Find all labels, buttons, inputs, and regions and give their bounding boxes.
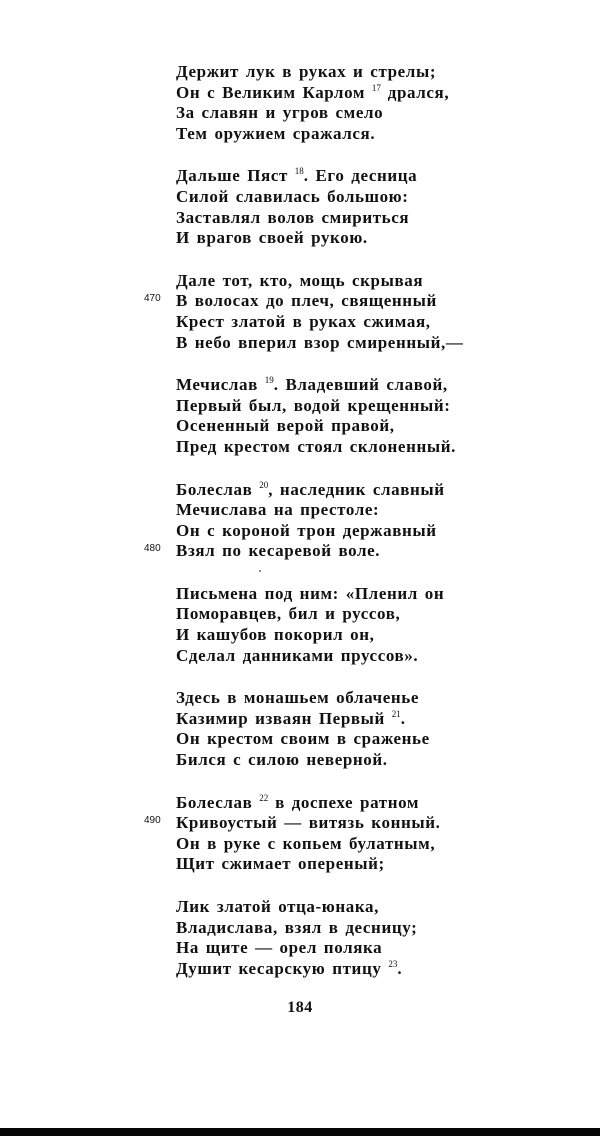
verse-line: Первый был, водой крещенный: xyxy=(176,395,451,415)
verse-line: Бился с силою неверной. xyxy=(176,750,388,770)
verse-text: Мечислав xyxy=(176,375,265,395)
poem-body xyxy=(144,62,476,1001)
verse-text: . Владевший славой, xyxy=(273,375,448,395)
verse-line xyxy=(176,166,476,187)
verse-line: Он с короной трон державный xyxy=(176,520,437,540)
stanza xyxy=(144,270,476,353)
verse-line xyxy=(176,480,476,501)
verse-line: На щите — орел поляка xyxy=(176,938,383,958)
verse-text: дрался, xyxy=(380,82,450,102)
page-number: 184 xyxy=(287,999,313,1016)
verse-line: Письмена под ним: «Пленил он xyxy=(176,583,445,603)
verse-line: За славян и угров смело xyxy=(176,103,384,123)
stanza xyxy=(176,375,476,457)
footnote-ref: 17 xyxy=(371,82,381,93)
stanza xyxy=(176,688,476,770)
verse-text: , наследник славный xyxy=(268,479,445,499)
verse-text: в доспехе ратном xyxy=(268,792,420,812)
verse-text: Он с Великим Карлом xyxy=(176,82,372,102)
verse-line: И врагов своей рукою. xyxy=(176,228,368,248)
verse-line: Лик златой отца-юнака, xyxy=(176,897,379,916)
verse-line xyxy=(176,959,476,980)
verse-line xyxy=(176,83,476,104)
stanza xyxy=(176,62,476,144)
footnote-ref: 21 xyxy=(391,708,401,719)
footnote-ref: 22 xyxy=(259,792,269,803)
verse-line xyxy=(144,813,476,834)
verse-line: Дале тот, кто, мощь скрывая xyxy=(176,270,424,290)
verse-text: Кривоустый — витязь конный. xyxy=(176,813,441,833)
verse-text: Душит кесарскую птицу xyxy=(176,958,389,978)
footnote-ref: 18 xyxy=(294,166,304,177)
verse-line: В небо вперил взор смиренный,— xyxy=(176,332,464,352)
verse-line: Силой славилась большою: xyxy=(176,186,409,206)
stanza xyxy=(176,166,476,248)
verse-text: Казимир изваян Первый xyxy=(176,708,392,728)
line-number: 480 xyxy=(144,543,161,555)
verse-line: Тем оружием сражался. xyxy=(176,123,376,143)
verse-line: Осененный верой правой, xyxy=(176,416,395,436)
footnote-ref: 20 xyxy=(259,479,269,490)
verse-line xyxy=(176,375,476,396)
stanza xyxy=(176,584,476,666)
verse-line xyxy=(176,709,476,730)
verse-line xyxy=(176,793,476,814)
verse-line: И кашубов покорил он, xyxy=(176,625,375,645)
verse-text: . xyxy=(397,958,403,978)
scan-speck xyxy=(259,570,261,572)
verse-text: Болеслав xyxy=(176,479,260,499)
verse-line: Поморавцев, бил и руссов, xyxy=(176,604,401,624)
verse-line: Владислава, взял в десницу; xyxy=(176,917,418,937)
footnote-ref: 23 xyxy=(388,958,398,969)
verse-line: Мечислава на престоле: xyxy=(176,500,380,520)
stanza xyxy=(144,479,476,562)
verse-text: Болеслав xyxy=(176,792,260,812)
stanza xyxy=(144,792,476,875)
verse-line xyxy=(144,541,476,562)
verse-line: Держит лук в руках и стрелы; xyxy=(176,62,437,81)
verse-text: . xyxy=(400,708,406,728)
footnote-ref: 19 xyxy=(264,375,274,386)
verse-line: Здесь в монашьем облаченье xyxy=(176,688,419,708)
verse-line: Пред крестом стоял склоненный. xyxy=(176,436,456,456)
line-number: 490 xyxy=(144,815,161,827)
verse-line xyxy=(144,291,476,312)
verse-line: Он крестом своим в сраженье xyxy=(176,729,430,749)
verse-text: . Его десница xyxy=(303,166,418,186)
verse-line: Он в руке с копьем булатным, xyxy=(176,833,436,853)
line-number: 470 xyxy=(144,293,161,305)
verse-line: Сделал данниками пруссов». xyxy=(176,645,419,665)
verse-text: Взял по кесаревой воле. xyxy=(176,541,381,561)
stanza xyxy=(176,897,476,979)
verse-text: В волосах до плеч, священный xyxy=(176,291,437,311)
verse-line: Крест златой в руках сжимая, xyxy=(176,311,431,331)
verse-line: Заставлял волов смириться xyxy=(176,207,410,227)
verse-text: Дальше Пяст xyxy=(176,166,295,186)
scan-edge-band xyxy=(0,1128,600,1136)
verse-line: Щит сжимает опереный; xyxy=(176,854,385,874)
